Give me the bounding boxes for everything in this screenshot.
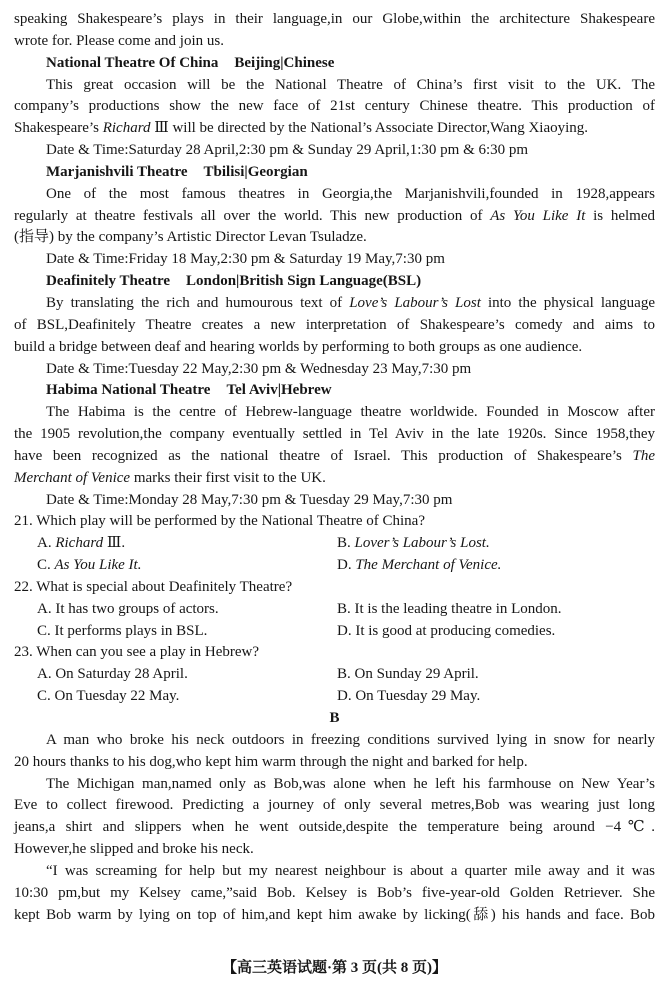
play-title: As You Like It [490, 207, 586, 224]
question-stem [14, 577, 655, 599]
option-text: The Merchant of Venice. [355, 557, 502, 574]
question-text: Which play will be performed by the National Theatre of China? [36, 513, 425, 530]
date-time-line: Date & Time:Monday 28 May,7:30 pm & Tuesday 29 May,7:30 pm [46, 491, 453, 508]
date-time-line: Date & Time:Saturday 28 April,2:30 pm & Sunday 29 April,1:30 pm & 6:30 pm [46, 142, 529, 159]
options-row [14, 599, 655, 621]
description-line [14, 293, 655, 315]
description-line [14, 118, 655, 140]
description-line: The Habima is the centre of Hebrew-language theatre worldwide. Founded in Moscow after [46, 404, 655, 421]
description-line [14, 206, 655, 228]
theatre-location: Tbilisi|Georgian [203, 163, 308, 180]
play-title: Richard [102, 120, 151, 137]
option-letter: B. [337, 535, 351, 552]
theatre-name: Habima National Theatre [46, 382, 211, 399]
description-line [14, 446, 655, 468]
option-c [14, 621, 337, 643]
passage-line: A man who broke his neck outdoors in freezing conditions survived lying in snow for nearly [46, 731, 655, 748]
option-c [14, 555, 337, 577]
question-text: When can you see a play in Hebrew? [36, 644, 260, 661]
exam-page [14, 9, 655, 926]
text-segment: Ⅲ will be directed by the National’s Associate Director,Wang Xiaoying. [150, 120, 589, 137]
theatre-heading [14, 162, 655, 184]
option-d [337, 686, 655, 708]
option-d [337, 621, 655, 643]
text-segment: Shakespeare’s [14, 120, 103, 137]
option-a [14, 599, 337, 621]
passage-line: However,he slipped and broke his neck. [14, 841, 254, 858]
option-letter: B. [337, 600, 351, 617]
passage-line: “I was screaming for help but my nearest neighbour is about a quarter mile away and it was [46, 862, 655, 879]
description-line: This great occasion will be the National Theatre of China’s first visit to the UK. The [46, 76, 655, 93]
text-segment: into the physical language [480, 294, 655, 311]
option-text: It is good at producing comedies. [355, 622, 556, 639]
text-segment: is helmed [585, 207, 656, 224]
theatre-location: Beijing|Chinese [234, 54, 335, 71]
option-text: On Sunday 29 April. [354, 666, 479, 683]
text-segment: regularly at theatre festivals all over the world. This new production of [14, 207, 491, 224]
description-line: the 1905 revolution,the company eventually settled in Tel Aviv in the late 1920s. Since 1958,they [14, 426, 655, 443]
passage-line: kept Bob warm by lying on top of him,and kept him awake by licking(舔) his hands and face. Bob [14, 906, 655, 923]
option-letter: D. [337, 688, 352, 705]
text-segment: have been recognized as the national theatre of Israel. This production of Shakespeare’s [14, 447, 633, 464]
option-text: It is the leading theatre in London. [354, 600, 562, 617]
question-number: 21. [14, 513, 33, 530]
section-label: B [329, 710, 340, 726]
passage-line: 10:30 pm,but my Kelsey came,”said Bob. Kelsey is Bob’s five-year-old Golden Retriever. She [14, 884, 655, 901]
theatre-location: London|British Sign Language(BSL) [186, 273, 422, 290]
description-line: One of the most famous theatres in Georgia,the Marjanishvili,founded in 1928,appears [46, 185, 655, 202]
option-letter: C. [37, 688, 51, 705]
question-stem [14, 642, 655, 664]
option-letter: C. [37, 557, 51, 574]
option-b [337, 664, 655, 686]
option-letter: C. [37, 622, 51, 639]
theatre-location: Tel Aviv|Hebrew [226, 382, 332, 399]
theatre-name: Marjanishvili Theatre [46, 163, 188, 180]
option-text: On Tuesday 29 May. [355, 688, 481, 705]
passage-line: Eve to collect firewood. Predicting a journey of only several metres,Bob was wearing just long [14, 797, 655, 814]
option-a [14, 533, 337, 555]
options-row [14, 664, 655, 686]
description-line: of BSL,Deafinitely Theatre creates a new interpretation of Shakespeare’s comedy and aims to [14, 316, 655, 333]
play-title: Merchant of Venice [14, 469, 131, 486]
description-line: (指导) by the company’s Artistic Director Levan Tsuladze. [14, 229, 367, 246]
question-number: 22. [14, 578, 33, 595]
options-row [14, 555, 655, 577]
date-time-line: Date & Time:Tuesday 22 May,2:30 pm & Wednesday 23 May,7:30 pm [46, 360, 472, 377]
question-stem [14, 511, 655, 533]
theatre-heading [14, 380, 655, 402]
option-b [337, 599, 655, 621]
passage-line: jeans,a shirt and slippers when he went outside,despite the temperature being around −4℃. [14, 819, 655, 836]
option-letter: A. [37, 535, 52, 552]
text-segment: By translating the rich and humourous text of [46, 294, 350, 311]
passage-line: 20 hours thanks to his dog,who kept him warm through the night and barked for help. [14, 753, 528, 770]
option-text: It performs plays in BSL. [54, 622, 208, 639]
option-letter: D. [337, 557, 352, 574]
option-text: It has two groups of actors. [55, 600, 219, 617]
option-d [337, 555, 655, 577]
description-line: build a bridge between deaf and hearing worlds by performing to both groups as one audience. [14, 338, 583, 355]
play-title: The [632, 447, 655, 464]
options-row [14, 686, 655, 708]
option-text: Ⅲ. [103, 535, 126, 552]
option-a [14, 664, 337, 686]
option-letter: A. [37, 666, 52, 683]
passage-line: The Michigan man,named only as Bob,was alone when he left his farmhouse on New Year’s [46, 775, 655, 792]
options-row [14, 533, 655, 555]
theatre-name: Deafinitely Theatre [46, 273, 171, 290]
play-title: Love’s Labour’s Lost [349, 294, 481, 311]
description-line: company’s productions show the new face of 21st century Chinese theatre. This production of [14, 98, 655, 115]
page-footer: 【高三英语试题·第 3 页(共 8 页)】 [222, 960, 447, 976]
option-text: Lover’s Labour’s Lost. [354, 535, 490, 552]
text-segment: marks their first visit to the UK. [130, 469, 326, 486]
description-line [14, 468, 655, 490]
option-text: On Saturday 28 April. [55, 666, 188, 683]
option-text: Richard [55, 535, 104, 552]
option-letter: B. [337, 666, 351, 683]
option-letter: A. [37, 600, 52, 617]
option-c [14, 686, 337, 708]
intro-line: speaking Shakespeare’s plays in their language,in our Globe,within the architecture Shakespeare [14, 11, 655, 27]
option-text: On Tuesday 22 May. [54, 688, 180, 705]
question-number: 23. [14, 644, 33, 661]
options-row [14, 621, 655, 643]
date-time-line: Date & Time:Friday 18 May,2:30 pm & Saturday 19 May,7:30 pm [46, 251, 445, 268]
option-letter: D. [337, 622, 352, 639]
option-b [337, 533, 655, 555]
question-text: What is special about Deafinitely Theatre? [36, 578, 293, 595]
theatre-name: National Theatre Of China [46, 54, 219, 71]
theatre-heading [14, 271, 655, 293]
intro-line: wrote for. Please come and join us. [14, 32, 224, 49]
option-text: As You Like It. [54, 557, 142, 574]
theatre-heading [14, 53, 655, 75]
